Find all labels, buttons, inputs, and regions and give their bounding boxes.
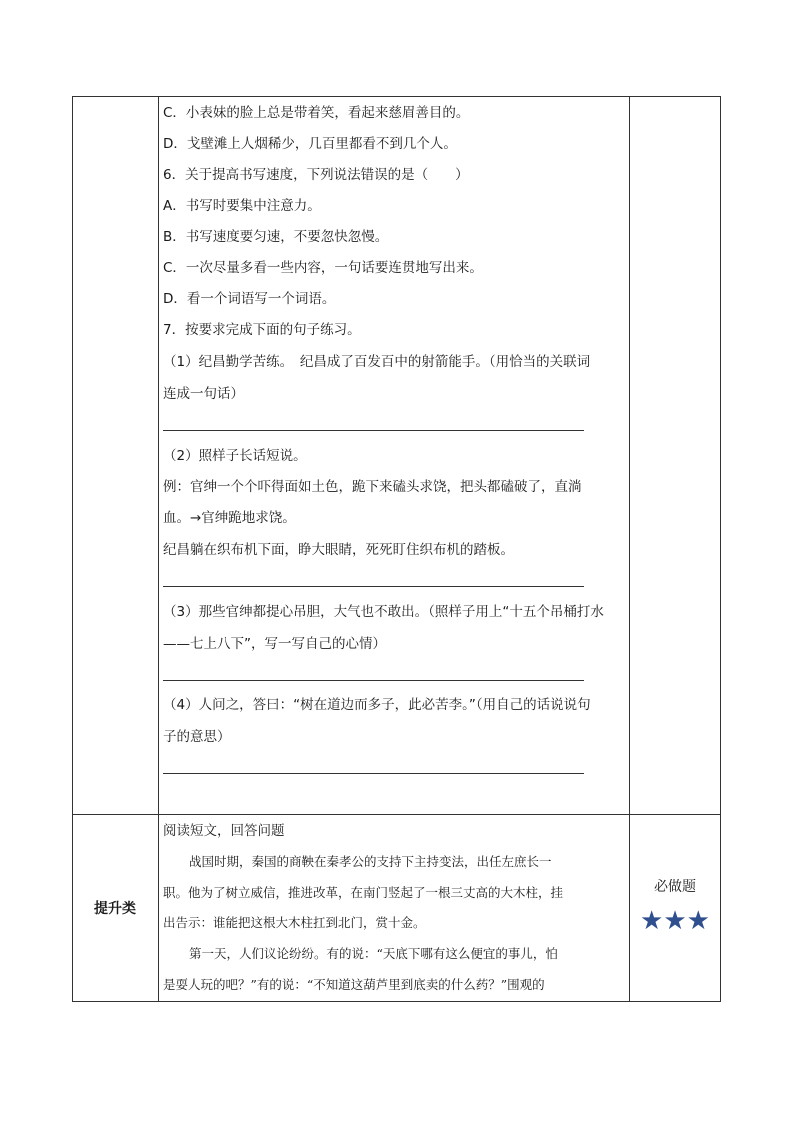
q7-part4-line2: 子的意思） — [163, 729, 231, 745]
q7-part3-line2: ——七上八下”，写一写自己的心情） — [163, 636, 386, 652]
passage-line-2: 职。他为了树立威信，推进改革，在南门竖起了一根三丈高的大木柱，挂 — [163, 885, 564, 900]
q7-part2-example-line2: 血。→官绅跪地求饶。 — [163, 510, 296, 526]
option-d-text: D．戈壁滩上人烟稀少，几百里都看不到几个人。 — [163, 136, 457, 152]
passage-line-5: 是耍人玩的吧？”有的说：“不知道这葫芦里到底卖的什么药？”围观的 — [163, 977, 545, 992]
q7-part2-prompt: 纪昌躺在织布机下面，睁大眼睛，死死盯住织布机的踏板。 — [163, 542, 514, 558]
difficulty-label: 必做题 — [654, 879, 696, 895]
q6-option-b: B．书写速度要匀速，不要忽快忽慢。 — [163, 229, 389, 245]
q7-part1-line2: 连成一句话） — [163, 386, 244, 402]
passage-line-1: 战国时期，秦国的商鞅在秦孝公的支持下主持变法，出任左庶长一 — [189, 854, 552, 869]
row-divider — [73, 814, 720, 815]
question-6: 6．关于提高书写速度，下列说法错误的是（ ） — [163, 167, 469, 183]
answer-line-3[interactable] — [163, 680, 584, 681]
q6-option-d: D．看一个词语写一个词语。 — [163, 291, 336, 307]
answer-line-4[interactable] — [163, 773, 584, 774]
q6-option-c: C．一次尽量多看一些内容，一句话要连贯地写出来。 — [163, 260, 483, 276]
q7-part2-example-line1: 例：官绅一个个吓得面如土色，跪下来磕头求饶，把头都磕破了，直淌 — [163, 479, 582, 495]
q6-option-a: A．书写时要集中注意力。 — [163, 198, 321, 214]
star-rating-icon: ★★★ — [640, 906, 710, 936]
passage-line-3: 出告示：谁能把这根大木柱扛到北门，赏十金。 — [163, 915, 426, 930]
q7-part2-title: （2）照样子长话短说。 — [163, 448, 307, 464]
answer-line-1[interactable] — [163, 430, 584, 431]
passage-line-4: 第一天，人们议论纷纷。有的说：“天底下哪有这么便宜的事儿，怕 — [189, 946, 558, 961]
q7-part1-line1: （1）纪昌勤学苦练。 纪昌成了百发百中的射箭能手。（用恰当的关联词 — [163, 354, 591, 370]
answer-line-2[interactable] — [163, 586, 584, 587]
question-7: 7．按要求完成下面的句子练习。 — [163, 322, 361, 338]
column-divider-right — [629, 97, 630, 1001]
q7-part4-line1: （4）人问之，答曰：“树在道边而多子，此必苦李。”（用自己的话说说句 — [163, 697, 591, 713]
option-c-text: C．小表妹的脸上总是带着笑，看起来慈眉善目的。 — [163, 105, 470, 121]
category-label: 提升类 — [94, 901, 136, 917]
column-divider-left — [158, 97, 159, 1001]
reading-instruction: 阅读短文，回答问题 — [163, 823, 285, 839]
q7-part3-line1: （3）那些官绅都提心吊胆，大气也不敢出。（照样子用上“十五个吊桶打水 — [163, 604, 604, 620]
